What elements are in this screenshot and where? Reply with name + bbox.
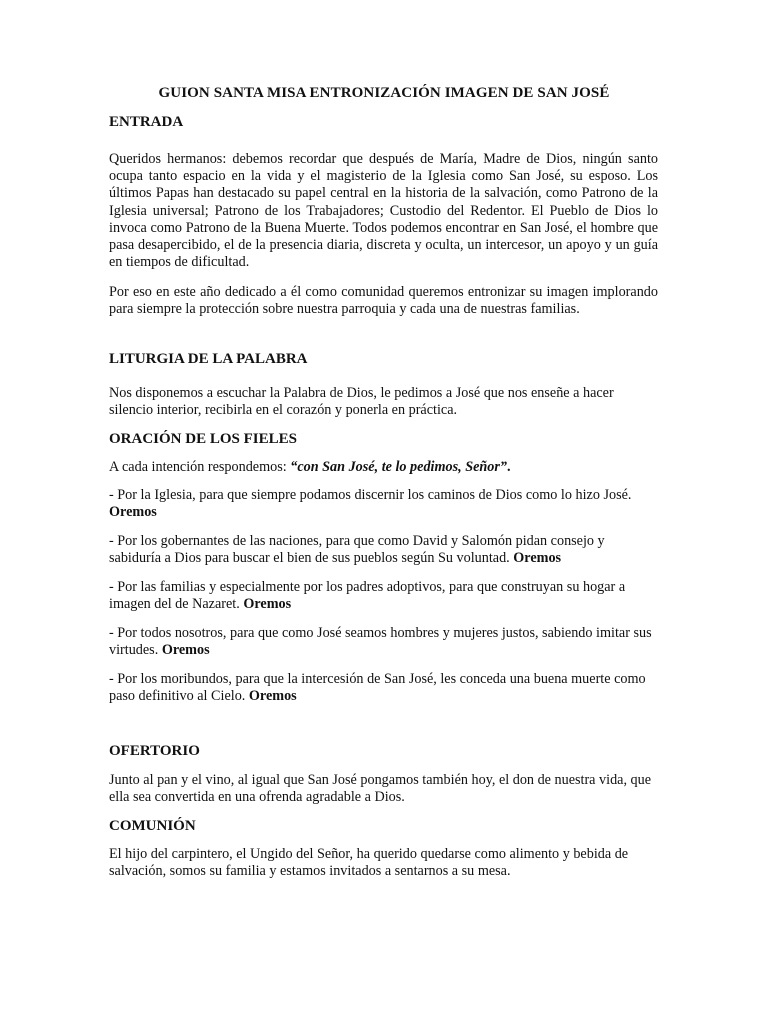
oracion-intro-suffix: . xyxy=(507,459,511,475)
oracion-intro xyxy=(109,459,658,476)
heading-comunion: COMUNIÓN xyxy=(109,818,196,834)
intention-text: - Por los moribundos, para que la intercesión de San José, les conceda una buena muerte como paso definitivo al Cielo. xyxy=(109,671,646,705)
intention-item xyxy=(109,579,658,613)
heading-oracion: ORACIÓN DE LOS FIELES xyxy=(109,431,297,447)
ofertorio-paragraph: Junto al pan y el vino, al igual que San José pongamos también hoy, el don de nuestra vida, que ella sea convertida en una ofrenda agradable a Dios. xyxy=(109,772,652,806)
heading-ofertorio: OFERTORIO xyxy=(109,743,200,759)
oremos-label: Oremos xyxy=(243,596,292,613)
intention-text: - Por la Iglesia, para que siempre podamos discernir los caminos de Dios como lo hizo José. xyxy=(109,487,632,503)
oracion-intro-text: A cada intención respondemos: xyxy=(109,459,291,475)
oracion-response: “con San José, te lo pedimos, Señor” xyxy=(290,459,508,475)
intention-text: - Por las familias y especialmente por los padres adoptivos, para que construyan su hogar a imagen del de Nazaret. xyxy=(109,579,626,613)
oremos-label: Oremos xyxy=(513,550,562,567)
oremos-label: Oremos xyxy=(248,688,297,705)
intention-item xyxy=(109,487,658,521)
intention-item xyxy=(109,671,658,705)
intention-text: - Por los gobernantes de las naciones, para que como David y Salomón pidan consejo y sabiduría a Dios para buscar el bien de sus pueblos según Su voluntad. xyxy=(109,533,605,567)
oremos-label: Oremos xyxy=(109,504,157,521)
intention-text: - Por todos nosotros, para que como José seamos hombres y mujeres justos, sabiendo imitar sus virtudes. xyxy=(109,625,652,659)
intention-item xyxy=(109,625,658,659)
comunion-paragraph: El hijo del carpintero, el Ungido del Señor, ha querido quedarse como alimento y bebida de salvación, somos su familia y estamos invitados a sentarnos a su mesa. xyxy=(109,846,629,880)
intention-item xyxy=(109,533,658,567)
liturgia-paragraph: Nos disponemos a escuchar la Palabra de Dios, le pedimos a José que nos enseñe a hacer silencio interior, recibirla en el corazón y ponerla en práctica. xyxy=(109,385,614,419)
entrada-paragraph-2: Por eso en este año dedicado a él como comunidad queremos entronizar su imagen implorando para siempre la protección sobre nuestra parroquia y cada una de nuestras familias. xyxy=(109,284,658,318)
entrada-paragraph-1: Queridos hermanos: debemos recordar que después de María, Madre de Dios, ningún santo ocupa tanto espacio en la vida y el magisterio de la Iglesia como San José, su esposo. Los últimos Papas han destacado su papel central en la historia de la salvación, como Patrono de la Iglesia universal; Patrono de los Trabajadores; Custodio del Redentor. El Pueblo de Dios lo invoca como Patrono de la Buena Muerte. Todos podemos encontrar en San José, el hombre que pasa desapercibido, el de la presencia diaria, discreta y oculta, un intercesor, un apoyo y un guía en tiempos de dificultad. xyxy=(109,151,658,271)
heading-entrada: ENTRADA xyxy=(109,114,184,130)
heading-liturgia: LITURGIA DE LA PALABRA xyxy=(109,351,308,367)
document-title: GUION SANTA MISA ENTRONIZACIÓN IMAGEN DE SAN JOSÉ xyxy=(158,85,610,101)
oremos-label: Oremos xyxy=(161,642,210,659)
